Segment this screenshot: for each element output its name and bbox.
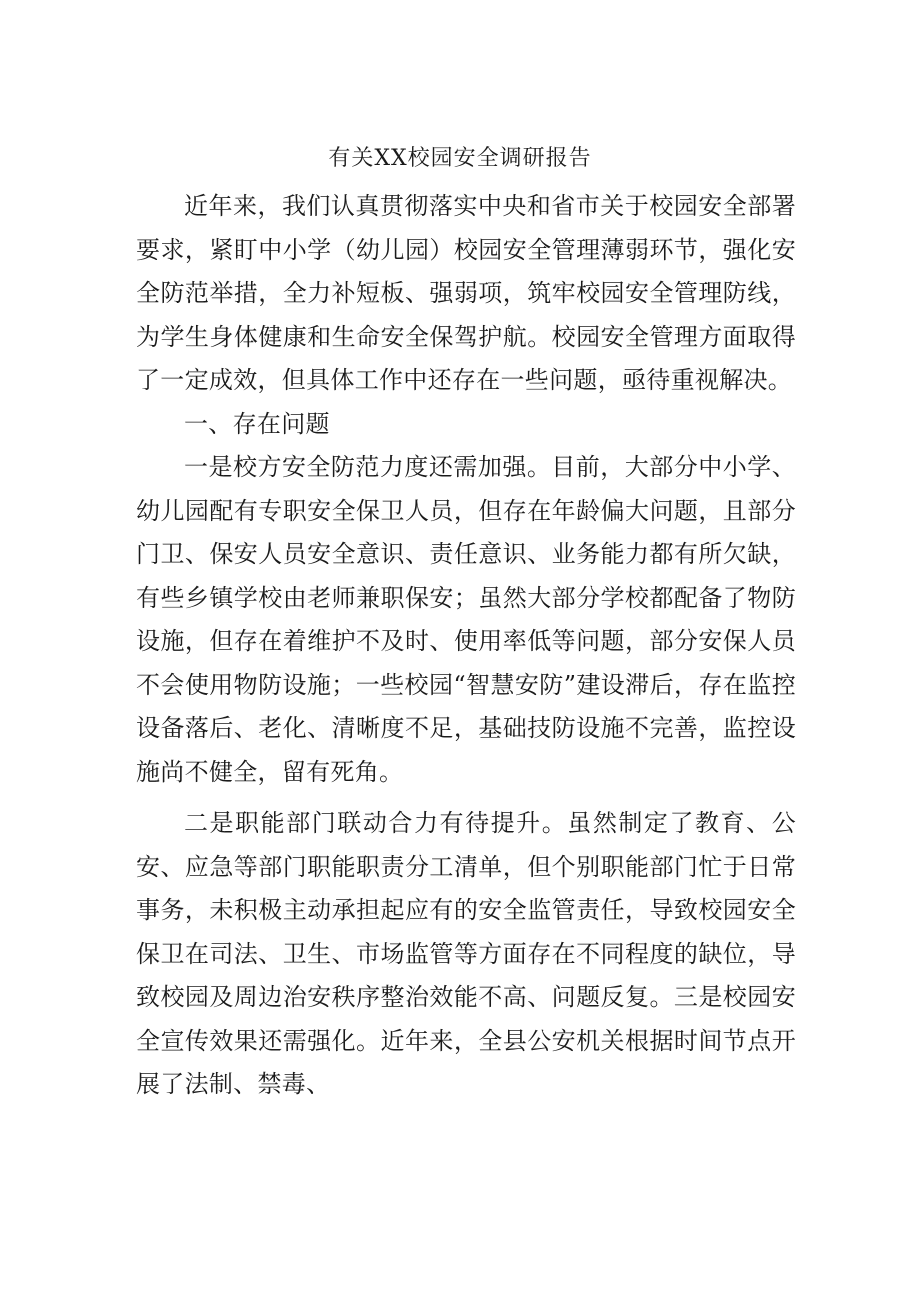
- intro-paragraph: 近年来，我们认真贯彻落实中央和省市关于校园安全部署要求，紧盯中小学（幼儿园）校园安全管理薄弱环节，强化安全防范举措，全力补短板、强弱项，筑牢校园安全管理防线，为学生身体健康和生命安全保驾护航。校园安全管理方面取得了一定成效，但具体工作中还存在一些问题，亟待重视解决。: [136, 192, 796, 394]
- problem-paragraph-1: 一是校方安全防范力度还需加强。目前，大部分中小学、幼儿园配有专职安全保卫人员，但存在年龄偏大问题，且部分门卫、保安人员安全意识、责任意识、业务能力都有所欠缺，有些乡镇学校由老师兼职保安；虽然大部分学校都配备了物防设施，但存在着维护不及时、使用率低等问题，部分安保人员不会使用物防设施；一些校园“智慧安防”建设滞后，存在监控设备落后、老化、清晰度不足，基础技防设施不完善，监控设施尚不健全，留有死角。: [136, 453, 796, 786]
- document-body: [136, 185, 796, 1107]
- document-title: 有关XX校园安全调研报告: [328, 146, 592, 171]
- section-heading: 一、存在问题: [184, 409, 330, 438]
- problem-paragraph-2: 二是职能部门联动合力有待提升。虽然制定了教育、公安、应急等部门职能职责分工清单，但个别职能部门忙于日常事务，未积极主动承担起应有的安全监管责任，导致校园安全保卫在司法、卫生、市场监管等方面存在不同程度的缺位，导致校园及周边治安秩序整治效能不高、问题反复。三是校园安全宣传效果还需强化。近年来，全县公安机关根据时间节点开展了法制、禁毒、: [136, 809, 796, 1098]
